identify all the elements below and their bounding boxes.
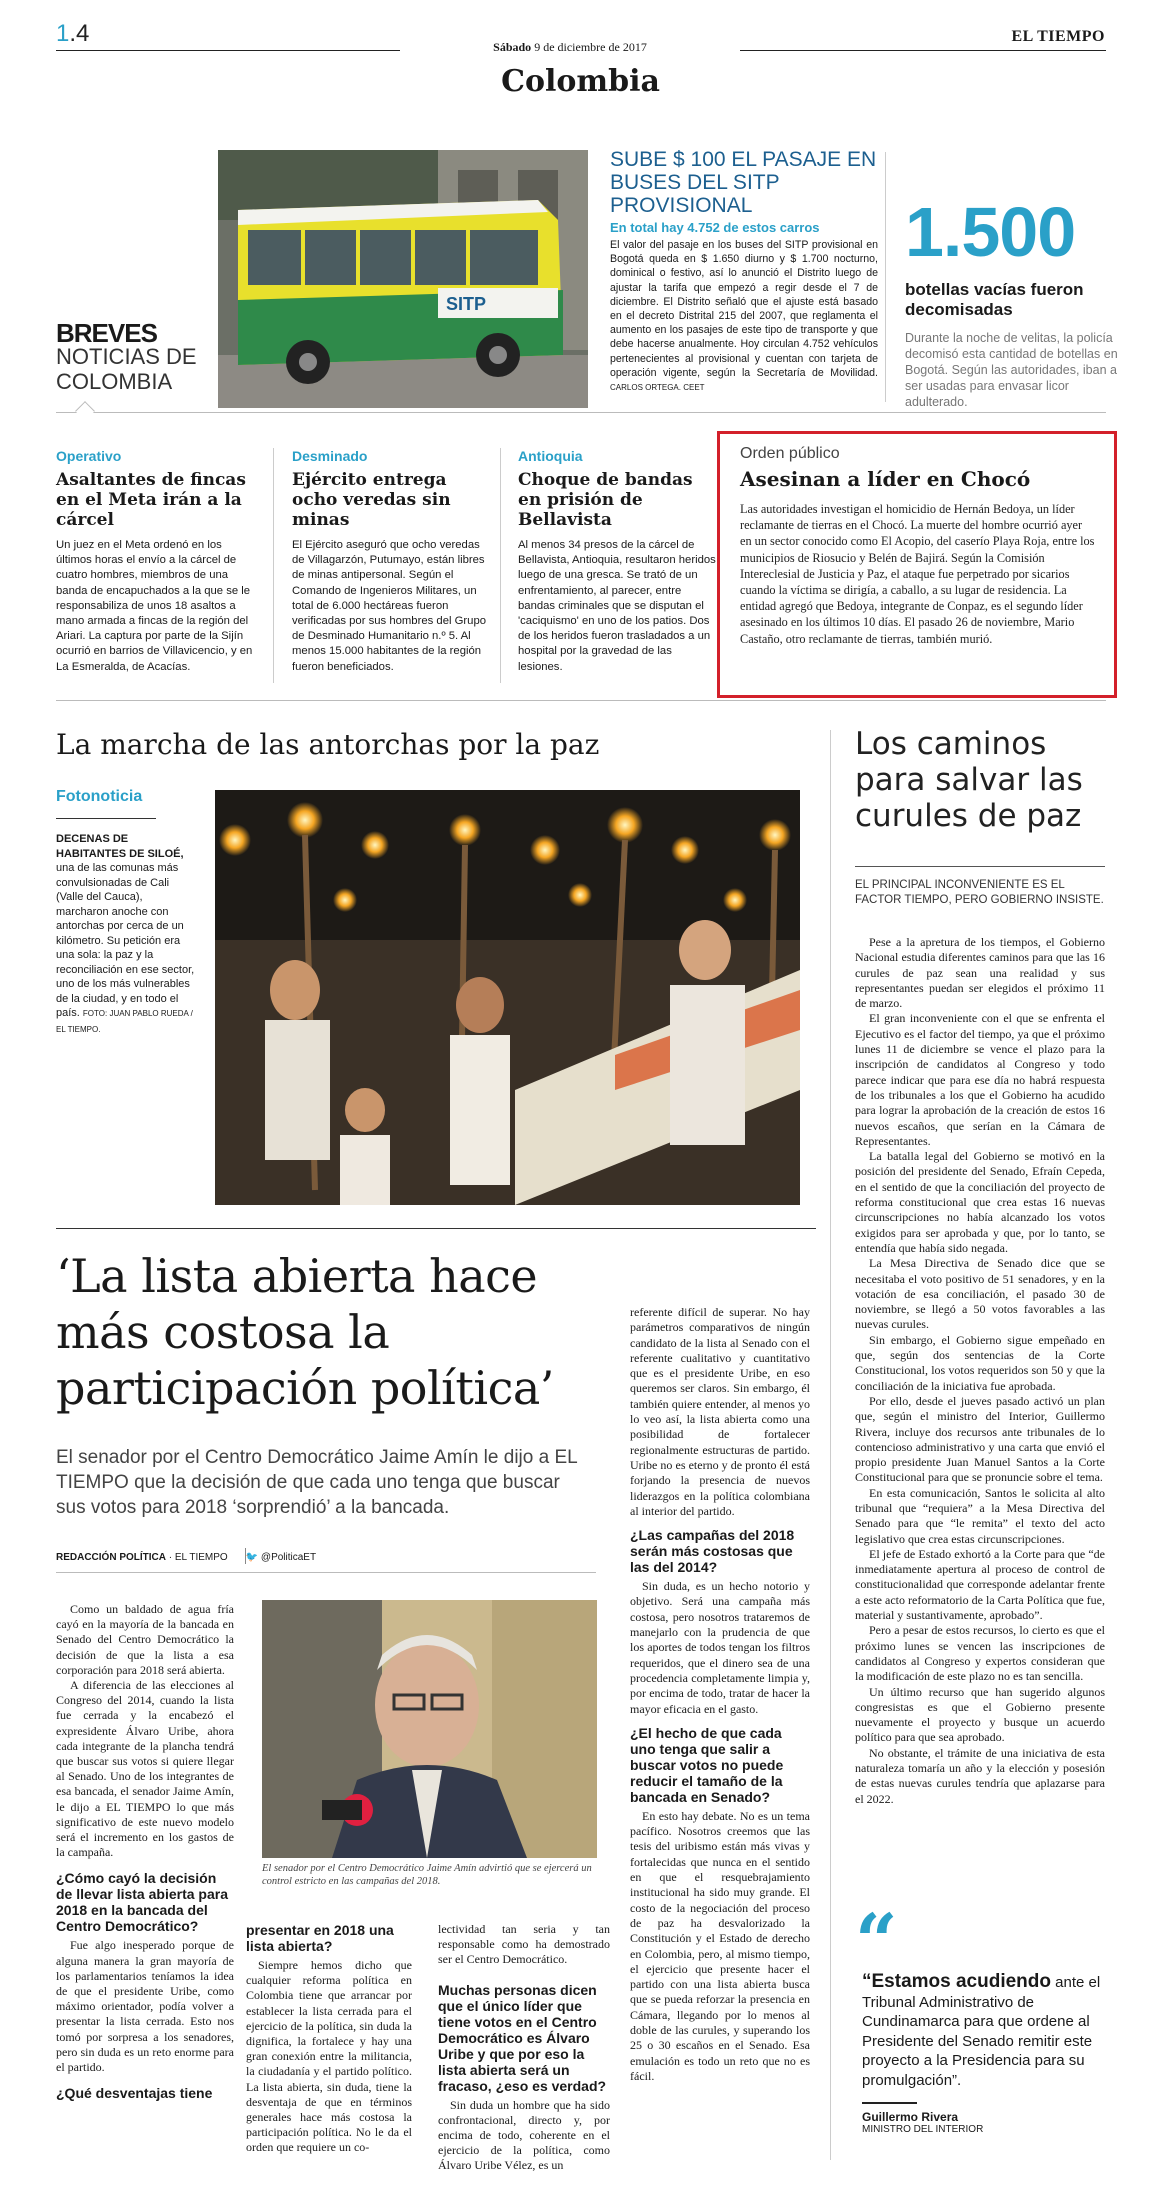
bus-sitp-logo: SITP (446, 294, 487, 314)
fotonoticia-label: Fotonoticia (56, 788, 143, 805)
page-number: 1.4 (56, 20, 90, 47)
brief-title: Choque de bandas en prisión de Bellavista (518, 470, 693, 530)
section-title: Colombia (501, 64, 660, 99)
paragraph: Sin duda un hombre que ha sido confrontacional, directo y, por encima de todo, coherente en el ejercicio de la política, como Álvaro Uribe Vélez, es un (438, 2097, 610, 2173)
quote-author: Guillermo Rivera (862, 2110, 959, 2124)
interview-headline: ‘La lista abierta hace más costosa la participación política’ (56, 1249, 554, 1415)
issue-date: Sábado 9 de diciembre de 2017 (400, 40, 740, 55)
pull-quote: “Estamos acudiendo ante el Tribunal Administrativo de Cundinamarca para que ordene al Presidente del Senado remitir este proyecto a la Presidencia para su promulgación”. (862, 1971, 1101, 2089)
brief-text: Al menos 34 presos de la cárcel de Bellavista, Antioquia, resultaron heridos luego de una gresca. Se trató de un enfrentamiento, al parecer, entre bandas criminales que se disputan el 'caciquismo' en uno de los patios. Dos de los heridos fueron trasladados a un hospital por la gravedad de las lesiones. (518, 539, 716, 673)
torch-march-photo (215, 790, 800, 1205)
breves-rule (56, 412, 1106, 413)
byline: REDACCIÓN POLÍTICA · EL TIEMPO 🐦 @PoliticaET (56, 1552, 317, 1563)
caminos-rule (855, 866, 1105, 867)
paragraph: En esta comunicación, Santos le solicita al alto tribunal que “requiera” a la Mesa Directiva del Senado para que “le remita” el texto del acto legislativo que crea estas circunscripciones. (855, 1485, 1105, 1546)
paragraph: No obstante, el trámite de una iniciativa de esta naturaleza tomaría un año y la elección y posesión de estas nuevas curules tendría que aplazarse para el 2022. (855, 1745, 1105, 1806)
column-divider (830, 730, 831, 2160)
question: ¿Las campañas del 2018 serán más costosas que las del 2014? (630, 1527, 795, 1576)
paragraph: Por ello, desde el jueves pasado activó un plan que, según el ministro del Interior, Guillermo Rivera, incluye dos recursos ante tribunales de lo contencioso administrativo y una carta que envió el propio presidente Juan Manuel Santos a la Corte Constitucional para que se pronuncie sobre el tema. (855, 1393, 1105, 1485)
brief-category: Desminado (292, 448, 368, 464)
brief-text: Un juez en el Meta ordenó en los últimos horas el envío a la cárcel de cuatro hombres, miembros de una banda de encapuchados a la que se le responsabiliza de unos 18 asaltos a mano armada a fincas de la región del Ariari. La captura por parte de la Sijín ocurrió en barrios de Villavicencio, y en La Esmeralda, de Acacías. (56, 539, 253, 673)
interview-column-right (630, 1305, 810, 2084)
bus-photo (218, 150, 588, 408)
newspaper-logo: EL TIEMPO (1011, 28, 1105, 45)
sitp-body: El valor del pasaje en los buses del SITP provisional en Bogotá queda en $ 1.650 diurno y $ 1.700 nocturno, dominical o festivo, así lo anunció el Distrito luego de ajustar la tarifa que empezó a regir desde el 7 de diciembre. El Distrito señaló que el ajuste está basado en el decreto Distrital 215 del 2007, que reglamenta el aumento en los pasajes de este tipo de transporte y que debe hacerse anualmente. Hoy circulan 4.752 vehículos pertenecientes al provisional y cuentan con tarjeta de operación vigente, según la Secretaría de Movilidad. CARLOS ORTEGA. CEET (610, 239, 878, 393)
question: ¿Qué desventajas tiene (56, 2085, 213, 2102)
paragraph: El jefe de Estado exhortó a la Corte para que “de inmediatamente apertura al proceso de control de constitucionalidad que corresponde adelantar frente a este acto reformatorio de la Carta Política que fue, material y sustantivamente, aprobado”. (855, 1546, 1105, 1623)
photo-caption: El senador por el Centro Democrático Jaime Amín advirtió que se ejercerá un control estricto en las campañas del 2018. (262, 1863, 592, 1887)
twitter-icon: 🐦 (245, 1552, 259, 1563)
paragraph: La batalla legal del Gobierno se motivó en la posición del presidente del Senado, Efraín Cepeda, en el sentido de que la conciliación del proyecto de reforma constitucional que crea estas 16 nuevas circunscripciones no había alcanzado los votos exigidos para ser aprobada y que, por lo tanto, se entendía que había sido negada. (855, 1149, 1105, 1255)
quote-mark-icon: “ (855, 1899, 898, 1985)
brief-text: El Ejército aseguró que ocho veredas de Villagarzón, Putumayo, están libres de minas antipersonal. Según el Comando de Ingenieros Militares, un total de 6.000 hectáreas fueron verificadas por sus hombres del Grupo de Desminado Humanitario n.º 5. Al menos 15.000 habitantes de la región fueron beneficiados. (292, 539, 487, 673)
brief-category: Operativo (56, 448, 122, 464)
caminos-deck: EL PRINCIPAL INCONVENIENTE ES EL FACTOR TIEMPO, PERO GOBIERNO INSISTE. (855, 879, 1104, 906)
brief-title: Asesinan a líder en Chocó (740, 467, 1031, 491)
brief-category: Orden público (740, 445, 840, 462)
sitp-subhead: En total hay 4.752 de estos carros (610, 220, 820, 235)
caminos-headline: Los caminos para salvar las curules de paz (855, 726, 1083, 834)
stat-caption: botellas vacías fueron decomisadas (905, 280, 1084, 319)
sitp-headline: SUBE $ 100 EL PASAJE EN BUSES DEL SITP PROVISIONAL (610, 148, 877, 217)
twitter-handle: @PoliticaET (260, 1552, 317, 1563)
photo-credit: FOTO: JUAN PABLO RUEDA / EL TIEMPO. (56, 1009, 193, 1034)
breves-subtitle: NOTICIAS DE COLOMBIA (56, 344, 197, 394)
interview-column-1 (56, 1602, 234, 2105)
column-divider (885, 152, 886, 402)
paragraph: Fue algo inesperado porque de alguna manera la gran mayoría de los parlamentarios teníamos la idea de que el presidente Uribe, como máximo orientador, podía volver a presentar la lista cerrada. Esto nos tomó por sorpresa a los senadores, pero sin duda es un reto enorme para el partido. (56, 1938, 234, 2075)
fotonoticia-body: DECENAS DE HABITANTES DE SILOÉ, una de las comunas más convulsionadas de Cali (Valle del Cauca), marcharon anoche con antorchas por cerca de un kilómetro. Su petición era una sola: la paz y la reconciliación en ese sector, uno de los más vulnerables de la ciudad, y en todo el país. FOTO: JUAN PABLO RUEDA / EL TIEMPO. (56, 833, 195, 1034)
brief-title: Asaltantes de fincas en el Meta irán a la cárcel (56, 470, 246, 530)
section-rule (56, 700, 1106, 701)
column-divider (500, 448, 501, 683)
fotonoticia-rule (56, 818, 156, 819)
paragraph: Siempre hemos dicho que cualquier reforma política en Colombia tiene que arrancar por establecer la lista cerrada para el ejercicio de la política, sin duda la dignifica, la fortalece y hay una gran conexión entre la militancia, la ciudadanía y el partido político. La lista abierta, sin duda, tiene la desventaja de que en términos generales hace más costosa la participación política. No le da el orden que requiere un co- (246, 1958, 412, 2155)
paragraph: El gran inconveniente con el que se enfrenta el Ejecutivo es el factor del tiempo, ya que el próximo lunes 11 de diciembre se vence el plazo para la inscripción de candidatos al Congreso y todo parece indicar que para ese día no habrá respuesta de los tribunales a los que el Gobierno ha acudido para lograr la aprobación de la creación de estos 16 nuevos escaños, que serían en la Cámara de Representantes. (855, 1011, 1105, 1148)
brief-operativo (56, 448, 256, 675)
question: ¿Cómo cayó la decisión de llevar lista abierta para 2018 en la bancada del Centro Democrático? (56, 1870, 228, 1935)
stat-body: Durante la noche de velitas, la policía decomisó esta cantidad de botellas en Bogotá. Según las autoridades, iban a ser usadas para envasar licor adulterado. (905, 331, 1118, 409)
interview-column-2 (246, 1922, 412, 2156)
paragraph: La Mesa Directiva de Senado dice que se necesitaba el voto positivo de 51 senadores, y en la votación de esa conciliación, el pasado 30 de noviembre, se llegó a 50 votos favorables a las nuevas curules. (855, 1256, 1105, 1332)
question: ¿El hecho de que cada uno tenga que salir a buscar votos no puede reducir el tamaño de la bancada en Senado? (630, 1724, 784, 1805)
paragraph: A diferencia de las elecciones al Congreso del 2014, cuando la lista fue cerrada y la encabezó el expresidente Álvaro Uribe, ahora cada integrante de la plancha tendrá que buscar sus votos si quiere llegar al Senado. Uno de los integrantes de esa bancada, el senador Jaime Amín, le dijo a EL TIEMPO lo que más significativo de este nuevo modelo será el incremento en los gastos de la campaña. (56, 1678, 234, 1860)
interview-column-3 (438, 1922, 610, 2174)
brief-orden-publico (740, 445, 1095, 647)
paragraph: Como un baldado de agua fría cayó en la mayoría de la bancada en Senado del Centro Democrático la decisión de que la lista a esa corporación para 2018 será abierta. (56, 1602, 234, 1677)
column-divider (273, 448, 274, 683)
brief-antioquia (518, 448, 718, 675)
interview-lead: El senador por el Centro Democrático Jaime Amín le dijo a EL TIEMPO que la decisión de que cada uno tenga que buscar sus votos para 2018 ‘sorprendió’ a la bancada. (56, 1447, 577, 1518)
byline-rule (56, 1572, 596, 1573)
quote-role: MINISTRO DEL INTERIOR (862, 2124, 984, 2135)
paragraph: Pero a pesar de estos recursos, lo cierto es que el próximo lunes se vencen las inscripciones de candidatos al Congreso y expertos consideran que la modificación de este plazo no es tan sencilla. (855, 1623, 1105, 1684)
section-rule (56, 1228, 816, 1229)
paragraph: referente difícil de superar. No hay parámetros comparativos de ningún candidato de la lista al Senado con el referente cualitativo y cuantitativo que es el presidente Uribe, en eso queremos ser claros. Sin embargo, él también quiere entender, al menos yo lo veo así, la lista abierta como una posibilidad de fortalecer regionalmente estructuras de partido. Uribe no es eterno y de pronto él está forjando la presencia de nuevos liderazgos en la política colombiana al interior del partido. (630, 1305, 810, 1518)
paragraph: Sin duda, es un hecho notorio y objetivo. Será una campaña más costosa, pero nosotros trataremos de manejarlo con la prudencia de que los aportes de todos tengan los filtros requeridos, que el dinero sea de una procedencia completamente limpia y, por encima de todo, tratar de hacer la mayor eficacia en el gasto. (630, 1579, 810, 1716)
breves-title: BREVES (56, 318, 157, 348)
sitp-credit: CARLOS ORTEGA. CEET (610, 383, 705, 393)
brief-title: Ejército entrega ocho veredas sin minas (292, 470, 451, 530)
breves-notch (75, 401, 95, 421)
paragraph: lectividad tan seria y tan responsable como ha demostrado ser el Centro Democrático. (438, 1922, 610, 1967)
caminos-body (855, 935, 1105, 1807)
paragraph: En esto hay debate. No es un tema pacífico. Nosotros creemos que las tesis del uribismo están más vivas y fortalecidas que nunca en el sentido en que el resquebrajamiento institucional ha sido muy grande. El costo de la negociación del proceso de paz ha desvalorizado la Constitución y el Estado de derecho en Colombia, pero, al mismo tiempo, el ejercicio que presente hacer el partido con una lista abierta busca que se pueda reforzar la presencia en Cámara, llegando por lo menos al doble de las curules, y superando los 25 o 30 escaños en el Senado. Esa emulación es todo un reto que no es fácil. (630, 1808, 810, 2083)
byline-divider (245, 1548, 246, 1564)
question: presentar en 2018 una lista abierta? (246, 1922, 394, 1954)
brief-text: Las autoridades investigan el homicidio de Hernán Bedoya, un líder reclamante de tierras en el Chocó. La muerte del hombre ocurrió ayer en un sector conocido como El Acopio, del caserío Playa Roja, entre los municipios de Riosucio y Belén de Bajirá. Según la Comisión Intereclesial de Justicia y Paz, el ataque fue perpetrado por sicarios cuando la víctima se dirigía, a caballo, a su lugar de residencia. La entidad agregó que Bedoya, integrante de Conpaz, es el segundo líder asesinado en los últimos 10 días. El pasado 26 de noviembre, Mario Castaño, otro reclamante de tierras, también murió. (740, 502, 1095, 646)
quote-rule (862, 2102, 917, 2104)
brief-category: Antioquia (518, 448, 583, 464)
paragraph: Un último recurso que han sugerido algunos congresistas es que el Gobierno presente nuevamente el proyecto y busque un acuerdo político para que sea aprobado. (855, 1684, 1105, 1745)
brief-desminado (292, 448, 492, 675)
stat-number: 1.500 (905, 193, 1076, 271)
question: Muchas personas dicen que el único líder que tiene votos en el Centro Democrático es Álvaro Uribe y que por eso la lista abierta será un fracaso, ¿eso es verdad? (438, 1981, 607, 2094)
marcha-title: La marcha de las antorchas por la paz (56, 728, 600, 761)
paragraph: Pese a la apretura de los tiempos, el Gobierno Nacional estudia diferentes caminos para que las 16 curules de paz sean una realidad y sus representantes puedan ser elegidos el próximo 11 de marzo. (855, 935, 1105, 1011)
paragraph: Sin embargo, el Gobierno sigue empeñado en que, según dos sentencias de la Corte Constitucional, los votos requeridos son 50 y que la conciliación de la iniciativa fue aprobada. (855, 1332, 1105, 1393)
jaime-amin-photo (262, 1600, 597, 1858)
